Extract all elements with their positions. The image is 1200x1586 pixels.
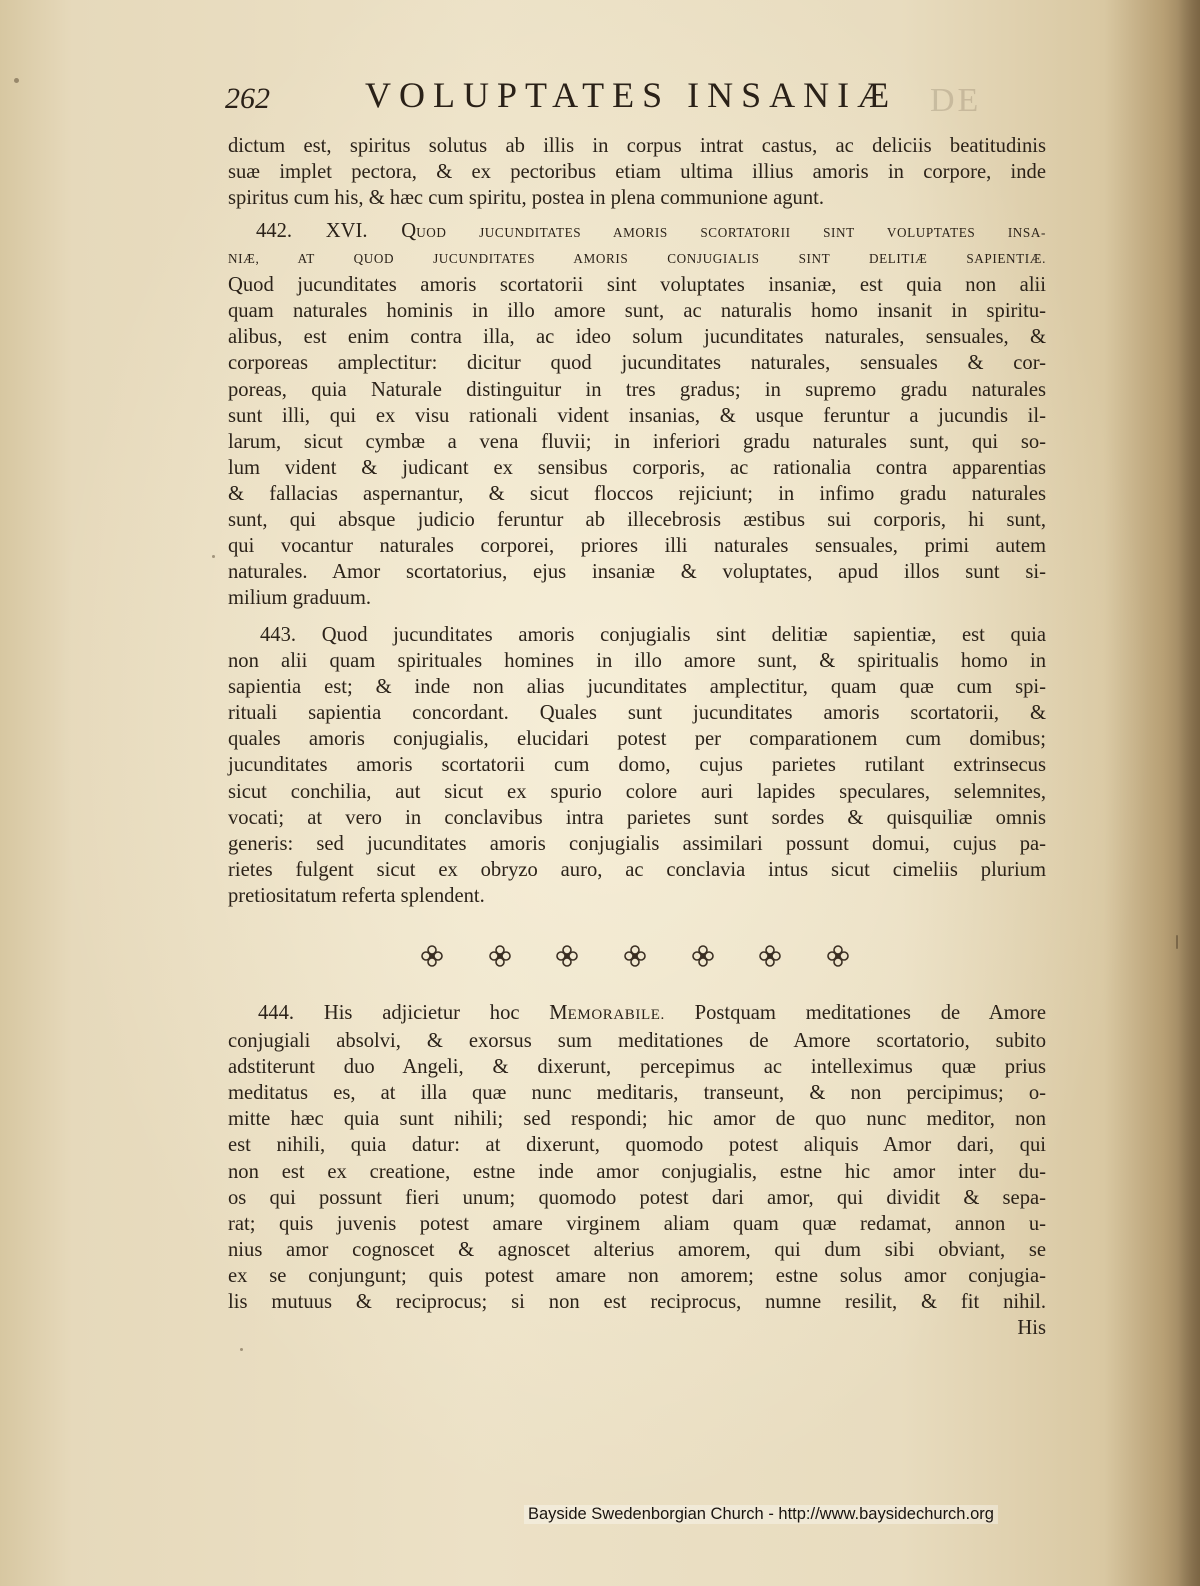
text-line: & fallacias aspernantur, & sicut floccos rejiciunt; in infimo gradu naturales [228,482,1046,505]
text-line: naturales. Amor scortatorius, ejus insaniæ & voluptates, apud illos sunt si- [228,561,1046,584]
floral-ornament-icon [555,944,579,968]
text-line: quam naturales hominis in illo amore sunt, ac naturalis homo insanit in spiritu- [228,300,1046,323]
text-line: generis: sed jucunditates amoris conjugialis assimilari possunt domui, cujus pa- [228,832,1046,855]
section-heading: UOD JUCUNDITATES AMORIS SCORTATORII SINT VOLUPTATES INSA- [416,225,1046,240]
text-line: jucunditates amoris scortatorii cum domo, cujus parietes rutilant extrinsecus [228,754,1046,777]
memorabile-intro: 444. His adjicietur hoc M [258,1002,568,1024]
scan-speck [212,555,215,558]
text-line: sicut conchilia, aut sicut ex spurio colore auri lapides speculares, selemnites, [228,780,1046,803]
text-line: Quod jucunditates amoris scortatorii sint voluptates insaniæ, est quia non alii [228,274,1046,297]
text-line: non est ex creatione, estne inde amor conjugialis, estne hic amor inter du- [228,1160,1046,1183]
scan-speck [14,78,19,83]
floral-ornament-icon [758,944,782,968]
ornament-divider [420,944,850,976]
footer-credit: Bayside Swedenborgian Church - http://www.baysidechurch.org [524,1505,998,1524]
page-number: 262 [225,82,270,115]
section-heading-line [228,218,1046,246]
text-line: non alii quam spirituales homines in illo amore sunt, & spiritualis homo in [228,650,1046,673]
text-line: sunt illi, qui ex visu rationali vident insanias, & usque feruntur a jucundis il- [228,404,1046,427]
section-heading-line: NIÆ, AT QUOD JUCUNDITATES AMORIS CONJUGIALIS SINT DELITIÆ SAPIENTIÆ. [228,251,1046,267]
text-line: 443. Quod jucunditates amoris conjugialis sint delitiæ sapientiæ, est quia [260,624,1046,646]
text-line: conjugiali absolvi, & exorsus sum meditationes de Amore scortatorio, subito [228,1030,1046,1053]
bleed-through-text: DE [930,82,982,119]
text-line: adstiterunt duo Angeli, & dixerunt, percepimus ac intelleximus quæ prius [228,1056,1046,1079]
running-title: VOLUPTATES INSANIÆ [365,75,898,115]
text-line: vocati; at vero in conclavibus intra parietes sunt sordes & quisquiliæ omnis [228,806,1046,829]
text-line: meditatus es, at illa quæ nunc meditaris, transeunt, & non percipimus; o- [228,1082,1046,1105]
floral-ornament-icon [826,944,850,968]
catchword: His [1017,1317,1046,1340]
paragraph-443 [228,622,1046,909]
section-number: 442. XVI. Q [256,220,417,242]
text-line: mitte hæc quia sunt nihili; sed respondi; hic amor de quo nunc meditor, non [228,1108,1046,1131]
text-line: os qui possunt fieri unum; quomodo potest dari amor, qui dividit & sepa- [228,1186,1046,1209]
floral-ornament-icon [488,944,512,968]
paragraph-444 [228,1000,1046,1341]
text-line: larum, sicut cymbæ a vena fluvii; in inferiori gradu naturales sunt, qui so- [228,430,1046,453]
text-line: corporeas amplectitur: dicitur quod jucunditates naturales, sensuales & cor- [228,352,1046,375]
text-line: quales amoris conjugialis, elucidari potest per comparationem cum domibus; [228,728,1046,751]
text-line: sunt, qui absque judicio feruntur ab illecebrosis æstibus sui corporis, hi sunt, [228,509,1046,532]
text-line: rietes fulgent sicut ex obryzo auro, ac conclavia intus sicut cimeliis plurium [228,858,1046,881]
text-line: pretiositatum referta splendent. [228,884,485,907]
text-line: lum vident & judicant ex sensibus corporis, ac rationalia contra apparentias [228,456,1046,479]
text-line: ex se conjungunt; quis potest amare non amorem; estne solus amor conjugia- [228,1264,1046,1287]
floral-ornament-icon [623,944,647,968]
text-line: sapientia est; & inde non alias jucunditates amplectitur, quam quæ cum spi- [228,676,1046,699]
memorabile-label: EMORABILE. [567,1007,665,1023]
text-line: milium graduum. [228,587,371,610]
paragraph-442 [228,218,1046,611]
memorabile-continuation: Postquam meditationes de Amore [664,1002,1046,1024]
scan-speck [1176,935,1178,949]
text-line: lis mutuus & reciprocus; si non est reciprocus, numne resilit, & fit nihil. [228,1291,1046,1314]
paragraph-continuation [228,133,1046,211]
page-header [225,72,965,122]
text-line: est nihili, quia datur: at dixerunt, quomodo potest aliquis Amor dari, qui [228,1134,1046,1157]
text-line: alibus, est enim contra illa, ac ideo solum jucunditates naturales, sensuales, & [228,326,1046,349]
floral-ornament-icon [420,944,444,968]
floral-ornament-icon [691,944,715,968]
text-line: rituali sapientia concordant. Quales sunt jucunditates amoris scortatorii, & [228,702,1046,725]
text-line: qui vocantur naturales corporei, priores illi naturales sensuales, primi autem [228,535,1046,558]
scan-speck [240,1348,243,1351]
text-line: dictum est, spiritus solutus ab illis in corpus intrat castus, ac deliciis beatitudinis [228,135,1046,157]
text-line: poreas, quia Naturale distinguitur in tres gradus; in supremo gradu naturales [228,378,1046,401]
text-line: spiritus cum his, & hæc cum spiritu, postea in plena communione agunt. [228,187,824,210]
text-line [228,1000,1046,1028]
book-spine-shadow [1178,0,1200,1586]
text-line: rat; quis juvenis potest amare virginem aliam quam quæ redamat, annon u- [228,1212,1046,1235]
text-line: suæ implet pectora, & ex pectoribus etiam ultima illius amoris in corpore, inde [228,161,1046,184]
text-line: nius amor cognoscet & agnoscet alterius amorem, qui dum sibi obviant, se [228,1238,1046,1261]
